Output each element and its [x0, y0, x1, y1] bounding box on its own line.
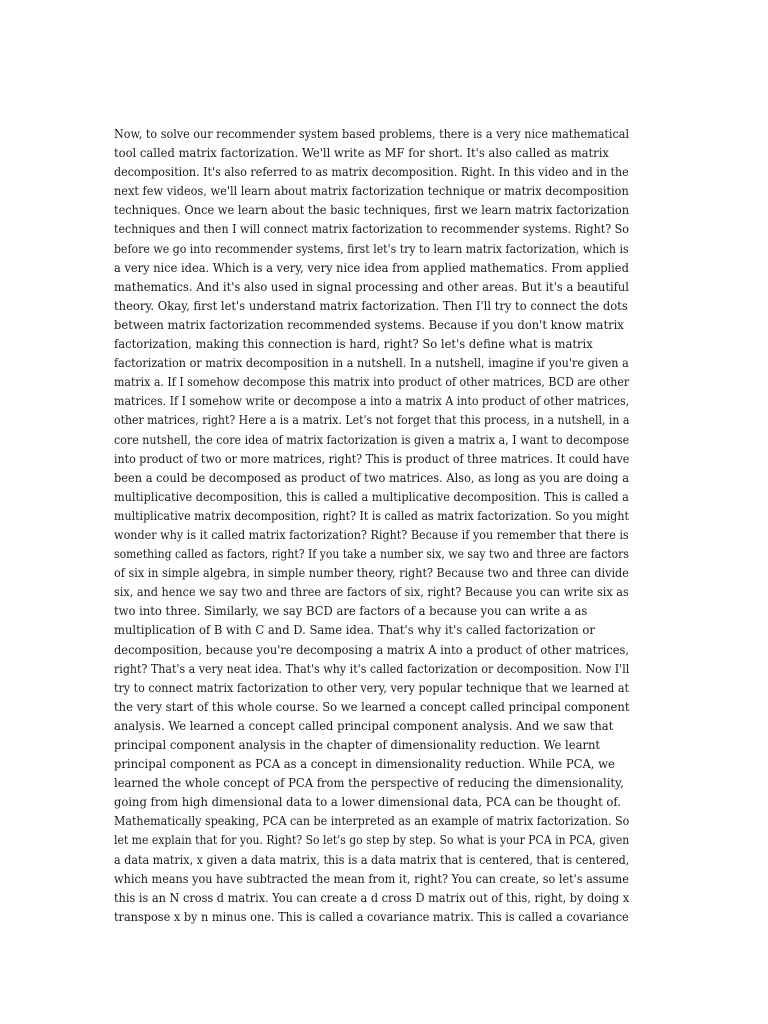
text-line: decomposition, because you're decomposing a matrix A into a product of other matrices,: [114, 642, 630, 657]
text-line: this is an N cross d matrix. You can create a d cross D matrix out of this, right, by doing x: [114, 890, 630, 905]
text-line: multiplicative matrix decomposition, right? It is called as matrix factorization. So you might: [114, 508, 629, 523]
text-line: decomposition. It's also referred to as matrix decomposition. Right. In this video and in the: [114, 165, 629, 180]
text-line: before we go into recommender systems, first let's try to learn matrix factorization, which is: [114, 241, 629, 256]
text-line: something called as factors, right? If you take a number six, we say two and three are factors: [114, 547, 629, 562]
text-line: techniques. Once we learn about the basic techniques, first we learn matrix factorization: [114, 203, 630, 218]
text-line: been a could be decomposed as product of two matrices. Also, as long as you are doing a: [114, 470, 629, 485]
text-line: multiplication of B with C and D. Same idea. That's why it's called factorization or: [114, 623, 595, 638]
text-line: analysis. We learned a concept called principal component analysis. And we saw that: [114, 718, 614, 733]
text-line: which means you have subtracted the mean from it, right? You can create, so let's assume: [114, 871, 629, 886]
text-line: core nutshell, the core idea of matrix factorization is given a matrix a, I want to decompose: [114, 432, 630, 447]
text-line: factorization, making this connection is hard, right? So let's define what is matrix: [114, 337, 593, 352]
text-line: into product of two or more matrices, right? This is product of three matrices. It could have: [114, 451, 630, 466]
text-line: factorization or matrix decomposition in a nutshell. In a nutshell, imagine if you're given a: [114, 356, 629, 371]
text-line: a very nice idea. Which is a very, very nice idea from applied mathematics. From applied: [114, 260, 629, 275]
text-line: Now, to solve our recommender system based problems, there is a very nice mathematical: [114, 127, 630, 141]
text-line: Mathematically speaking, PCA can be interpreted as an example of matrix factorization. So: [114, 814, 630, 829]
text-line: two into three. Similarly, we say BCD are factors of a because you can write a as: [114, 604, 588, 619]
text-line: let me explain that for you. Right? So let's go step by step. So what is your PCA in PCA, given: [114, 833, 630, 848]
text-line: going from high dimensional data to a lower dimensional data, PCA can be thought of.: [114, 795, 621, 810]
text-line: matrices. If I somehow write or decompose a into a matrix A into product of other matrices,: [114, 394, 630, 409]
text-line: theory. Okay, first let's understand matrix factorization. Then I'll try to connect the dots: [114, 298, 628, 313]
text-line: mathematics. And it's also used in signal processing and other areas. But it's a beautiful: [114, 279, 629, 294]
text-line: techniques and then I will connect matrix factorization to recommender systems. Right? So: [114, 222, 629, 237]
text-line: transpose x by n minus one. This is called a covariance matrix. This is called a covariance: [114, 909, 629, 924]
text-line: right? That's a very neat idea. That's why it's called factorization or decomposition. Now I'll: [114, 661, 630, 676]
text-line: six, and hence we say two and three are factors of six, right? Because you can write six as: [114, 585, 629, 600]
text-line: principal component analysis in the chapter of dimensionality reduction. We learnt: [114, 738, 601, 752]
text-line: tool called matrix factorization. We'll write as MF for short. It's also called as matrix: [114, 146, 609, 161]
text-line: the very start of this whole course. So we learned a concept called principal component: [114, 699, 630, 714]
text-line: wonder why is it called matrix factorization? Right? Because if you remember that there is: [114, 527, 629, 542]
text-line: multiplicative decomposition, this is called a multiplicative decomposition. This is called a: [114, 489, 629, 504]
text-line: try to connect matrix factorization to other very, very popular technique that we learned at: [114, 680, 629, 695]
text-line: of six in simple algebra, in simple number theory, right? Because two and three can divide: [114, 566, 629, 581]
text-line: a data matrix, x given a data matrix, this is a data matrix that is centered, that is centered,: [114, 852, 630, 867]
text-line: next few videos, we'll learn about matrix factorization technique or matrix decomposition: [114, 184, 629, 199]
text-line: other matrices, right? Here a is a matrix. Let's not forget that this process, in a nutshell, in a: [114, 413, 630, 428]
text-line: principal component as PCA as a concept in dimensionality reduction. While PCA, we: [114, 757, 615, 772]
text-line: between matrix factorization recommended systems. Because if you don't know matrix: [114, 317, 624, 332]
text-line: learned the whole concept of PCA from the perspective of reducing the dimensionality,: [114, 776, 624, 791]
transcript-paragraph: [114, 125, 649, 927]
text-line: matrix a. If I somehow decompose this matrix into product of other matrices, BCD are other: [114, 375, 630, 390]
